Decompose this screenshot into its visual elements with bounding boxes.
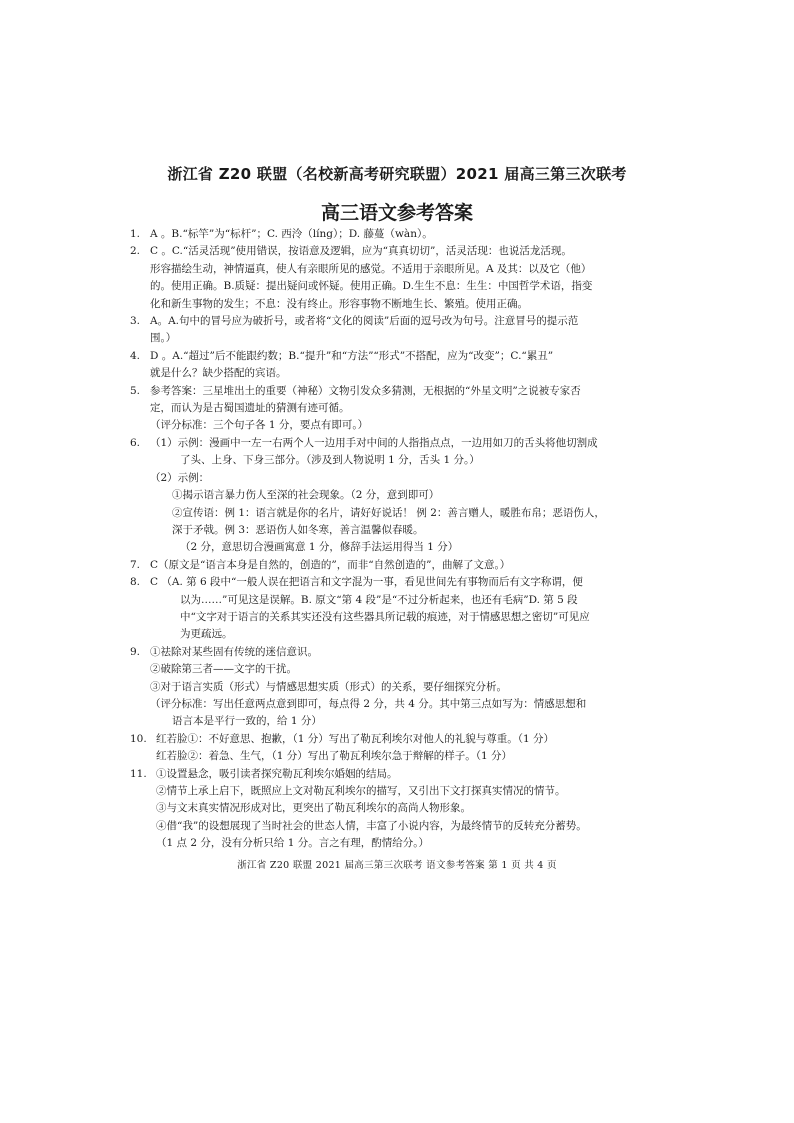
answer-line: C （A. 第 6 段中“一般人误在把语言和文字混为一事，看见世间先有事物而后有文字称谓，便 [150, 576, 583, 589]
answer-item-5 [130, 383, 650, 435]
question-number: 1. [130, 228, 141, 240]
answer-line: （1）示例：漫画中一左一右两个人一边用手对中间的人指指点点，一边用如刀的舌头将他切割成 [150, 436, 598, 449]
answer-line: ④借“我”的设想展现了当时社会的世态人情，丰富了小说内容，为最终情节的反转充分蓄势。 [156, 819, 587, 832]
page-title: 高三语文参考答案 [320, 202, 473, 224]
answer-line: 参考答案：三星堆出土的重要（神秘）文物引发众多猜测，无根据的“外星文明”之说被专家否 [150, 384, 581, 397]
answer-line: 中“文字对于语言的关系其实还没有这些器具所记载的痕迹，对于情感思想之密切”可见应 [180, 610, 590, 623]
exam-title: 浙江省 Z20 联盟（名校新高考研究联盟）2021 届高三第三次联考 [167, 165, 627, 183]
question-number: 3. [130, 315, 141, 328]
answer-line: ②情节上承上启下，既照应上文对勒瓦利埃尔的描写，又引出下文打探真实情况的情节。 [156, 785, 566, 797]
answer-line: 的。使用正确。B.质疑：提出疑问或怀疑。使用正确。D.生生不息：生生：中国哲学术语，指变 [150, 280, 593, 293]
answer-text: A 。B.“标竿”为“标杆”；C. 西泠（líng）；D. 藤蔓（wàn）。 [150, 228, 433, 240]
answer-item-11 [130, 766, 650, 853]
answer-line: 了头、上身、下身三部分。（涉及到人物说明 1 分，舌头 1 分。） [180, 454, 480, 467]
answer-item-7 [130, 557, 650, 574]
answer-item-4 [130, 348, 650, 383]
answer-line: 深于矛戟。例 3：恶语伤人如冬寒，善言温馨似春暖。 [172, 523, 424, 536]
answer-line: ①祛除对某些固有传统的迷信意识。 [150, 645, 318, 658]
answer-item-2 [130, 243, 650, 313]
scoring-note: （评分标准：写出任意两点意到即可，每点得 2 分，共 4 分。其中第三点如写为：情感思想和 [150, 697, 587, 710]
question-number: 11. [130, 767, 147, 780]
answer-line: ②破除第三者——文字的干扰。 [150, 663, 297, 676]
answer-item-10 [130, 731, 650, 766]
question-number: 6. [130, 436, 141, 449]
answer-line: 红若脸②：着急、生气，（1 分）写出了勒瓦利埃尔急于辩解的样子。（1 分） [156, 750, 513, 763]
answer-line: A。A.句中的冒号应为破折号，或者将“文化的阅读”后面的逗号改为句号。注意冒号的提示范 [150, 315, 579, 328]
question-number: 7. [130, 558, 141, 571]
answer-line: 形容描绘生动，神情逼真，使人有亲眼所见的感觉。不适用于亲眼所见。A 及其：以及它（他） [150, 262, 592, 275]
answer-item-9 [130, 644, 650, 731]
answer-line: D 。A.“超过”后不能跟约数；B.“提升”和“方法”“形式”不搭配，应为“改变”；C.“累丑” [150, 349, 554, 362]
answer-line: ③对于语言实质（形式）与情感思想实质（形式）的关系，要仔细探究分析。 [150, 680, 507, 693]
answer-item-1 [130, 226, 650, 243]
answer-item-6 [130, 435, 650, 557]
scoring-note: 语言本是平行一致的，给 1 分） [172, 715, 322, 728]
answer-item-3 [130, 313, 650, 348]
question-number: 4. [130, 349, 141, 362]
answer-line: C 。C.“活灵活现”使用错误，按语意及逻辑，应为“真真切切”，活灵活现：也说活龙活现。 [150, 245, 572, 258]
scoring-note: （评分标准：三个句子各 1 分，要点有即可。） [150, 419, 369, 432]
answer-line: 以为……”可见这是误解。B. 原文“第 4 段”是“不过分析起来，也还有毛病”D. 第 5 段 [180, 593, 578, 606]
answer-line: 红若脸①：不好意思、抱歉，（1 分）写出了勒瓦利埃尔对他人的礼貌与尊重。（1 分） [156, 732, 555, 745]
scoring-note: （2 分，意思切合漫画寓意 1 分，修辞手法运用得当 1 分） [180, 541, 459, 554]
answer-item-8 [130, 574, 650, 644]
answer-line: 就是什么？缺少搭配的宾语。 [150, 367, 287, 380]
answer-line: 化和新生事物的发生；不息：没有终止。形容事物不断地生长、繁殖。使用正确。 [150, 297, 528, 310]
answer-line: ①设置悬念，吸引读者探究勒瓦利埃尔婚姻的结局。 [156, 767, 398, 780]
question-number: 9. [130, 645, 141, 658]
answer-line: 为更疏远。 [180, 628, 233, 641]
answer-line: （2）示例： [150, 471, 210, 484]
answer-line: 定，而认为是古蜀国遗址的猜测有迹可循。 [150, 402, 350, 415]
answer-text: C（原文是“语言本身是自然的，创造的”，而非“自然创造的”，曲解了文意。） [150, 558, 511, 571]
answer-line: ③与文末真实情况形成对比，更突出了勒瓦利埃尔的高尚人物形象。 [156, 802, 471, 815]
answer-list [130, 226, 650, 853]
question-number: 2. [130, 245, 141, 258]
answer-line: ②宣传语：例 1：语言就是你的名片，请好好说话！ 例 2：善言赠人，暖胜布帛；恶语伤人， [172, 506, 605, 519]
question-number: 5. [130, 384, 141, 397]
answer-line: 围。） [150, 332, 177, 345]
page-footer: 浙江省 Z20 联盟 2021 届高三第三次联考 语文参考答案 第 1 页 共 4 页 [237, 860, 557, 871]
scoring-note: （1 点 2 分，没有分析只给 1 分。言之有理，酌情给分。） [156, 837, 429, 850]
question-number: 10. [130, 732, 147, 745]
answer-line: ①揭示语言暴力伤人至深的社会现象。（2 分，意到即可） [172, 489, 440, 502]
question-number: 8. [130, 576, 141, 589]
